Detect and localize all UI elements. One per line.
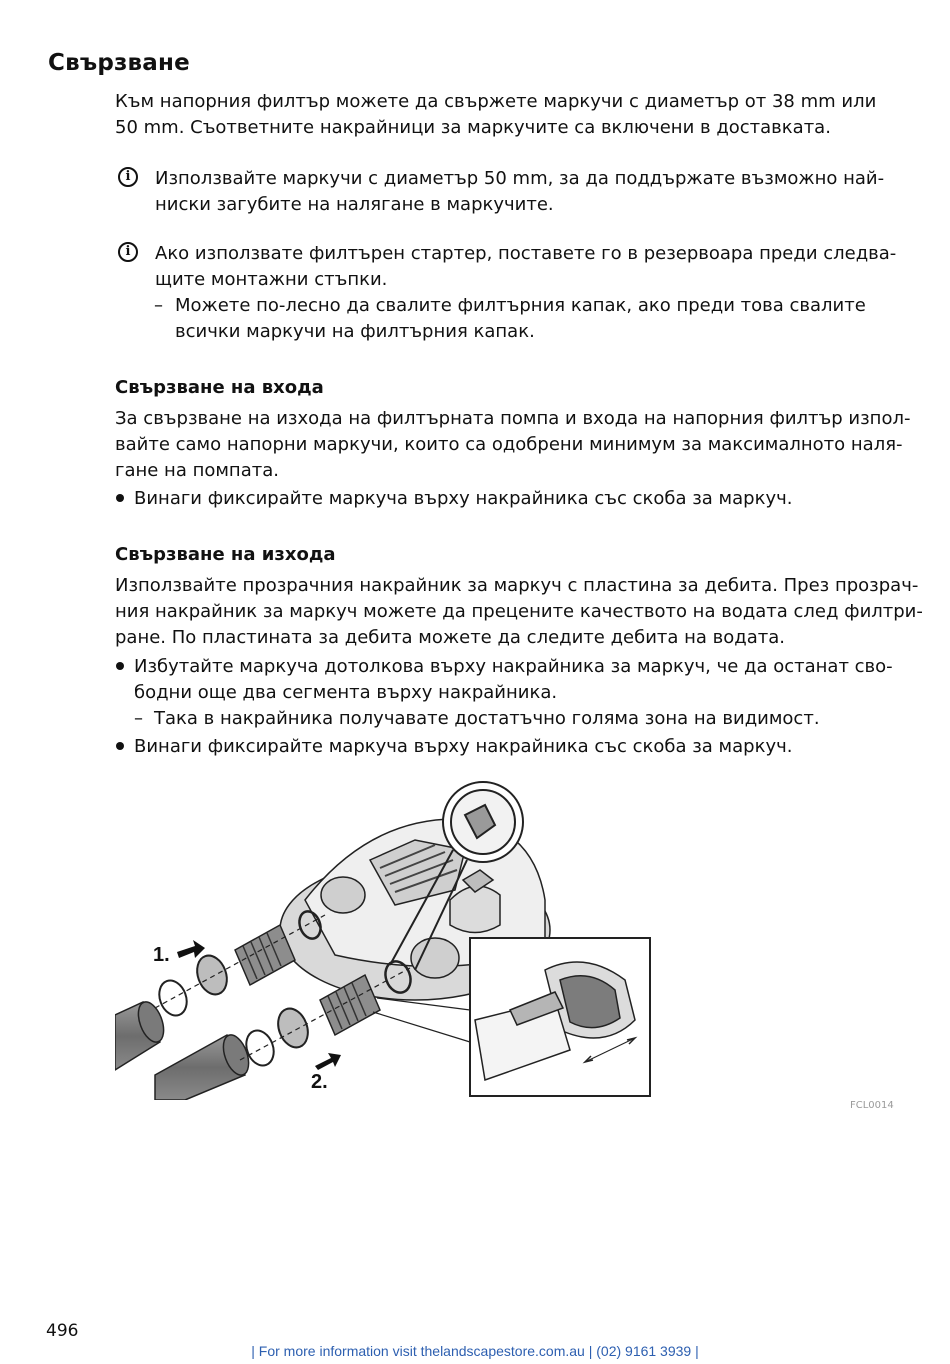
figure-code: FCL0014 [850,1100,894,1111]
bullet-marker [116,662,124,670]
step-label-2: 2. [311,1071,328,1093]
input-para-line-3: гане на помпата. [115,460,279,481]
bullet-marker [116,742,124,750]
intro-line-2: 50 mm. Съответните накрайници за маркучите са включени в доставката. [115,117,831,138]
output-bullet-2: Винаги фиксирайте маркуча върху накрайника със скоба за маркуч. [134,736,793,757]
note-2-sub-line-1: Можете по-лесно да свалите филтърния капак, ако преди това свалите [175,295,866,316]
output-bullet-1-line-1: Избутайте маркуча дотолкова върху накрайника за маркуч, че да останат сво- [134,656,893,677]
output-para-line-3: ране. По пластината за дебита можете да следите дебита на водата. [115,627,785,648]
page-heading: Свързване [48,50,190,76]
info-icon: i [118,242,138,262]
input-para-line-1: За свързване на изхода на филтърната помпа и входа на напорния филтър изпол- [115,408,911,429]
output-para-line-2: ния накрайник за маркуч можете да прецените качеството на водата след филтри- [115,601,923,622]
output-dash-1: Така в накрайника получавате достатъчно голяма зона на видимост. [154,708,820,729]
page-number: 496 [46,1321,79,1341]
note-1-line-1: Използвайте маркучи с диаметър 50 mm, за да поддържате възможно най- [155,168,885,189]
input-bullet-1: Винаги фиксирайте маркуча върху накрайника със скоба за маркуч. [134,488,793,509]
hose-connection-illustration [115,780,655,1100]
dash-marker: – [154,295,163,316]
step-label-1: 1. [153,944,170,966]
input-para-line-2: вайте само напорни маркучи, които са одобрени минимум за максималното наля- [115,434,903,455]
info-icon: i [118,167,138,187]
hose [115,999,254,1100]
output-bullet-1-line-2: бодни още два сегмента върху накрайника. [134,682,558,703]
note-2-sub-line-2: всички маркучи на филтърния капак. [175,321,535,342]
footer-link[interactable]: | For more information visit thelandscapestore.com.au | (02) 9161 3939 | [251,1343,699,1359]
output-para-line-1: Използвайте прозрачния накрайник за маркуч с пластина за дебита. През прозрач- [115,575,919,596]
note-2-line-1: Ако използвате филтърен стартер, поставете го в резервоара преди следва- [155,243,897,264]
output-section-title: Свързване на изхода [115,544,336,565]
note-1-line-2: ниски загубите на налягане в маркучите. [155,194,554,215]
input-section-title: Свързване на входа [115,377,324,398]
dash-marker: – [134,708,143,729]
bullet-marker [116,494,124,502]
intro-line-1: Към напорния филтър можете да свържете маркучи с диаметър от 38 mm или [115,91,877,112]
note-2-line-2: щите монтажни стъпки. [155,269,388,290]
